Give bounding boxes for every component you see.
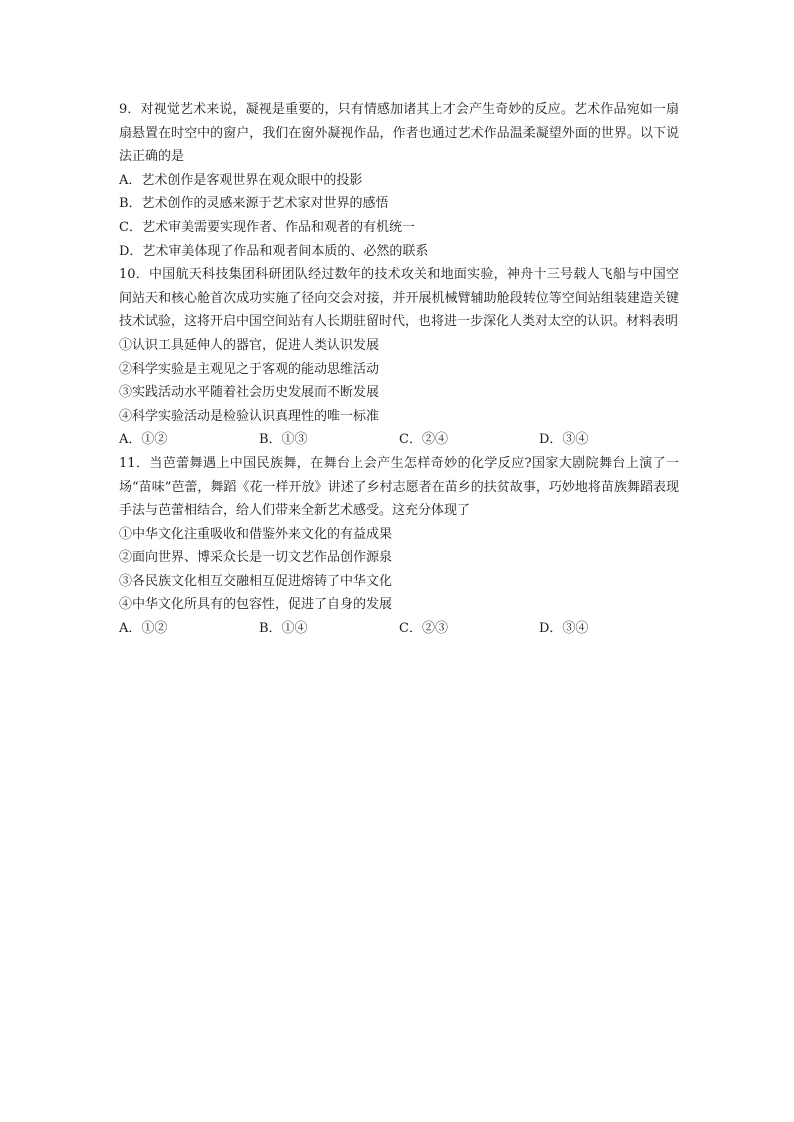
question-9 [119, 98, 679, 263]
answer-options [119, 428, 679, 452]
statement-1: ①中华文化注重吸收和借鉴外来文化的有益成果 [119, 526, 393, 542]
option-c: C．②④ [399, 432, 448, 448]
option-b: B．艺术创作的灵感来源于艺术家对世界的感悟 [119, 196, 389, 212]
option-a: A．艺术创作是客观世界在观众眼中的投影 [119, 172, 363, 188]
statement-1: ①认识工具延伸人的器官，促进人类认识发展 [119, 337, 380, 353]
statement-2: ②科学实验是主观见之于客观的能动思维活动 [119, 361, 380, 377]
statement-3: ③各民族文化相互交融相互促进熔铸了中华文化 [119, 573, 393, 589]
option-b: B．①③ [259, 432, 308, 448]
question-stem: 9．对视觉艺术来说，凝视是重要的，只有情感加诸其上才会产生奇妙的反应。艺术作品宛如一扇扇悬置在时空中的窗户，我们在窗外凝视作品，作者也通过艺术作品温柔凝望外面的世界。以下说法正确的是 [119, 102, 679, 165]
option-c: C．②③ [399, 621, 448, 637]
question-10 [119, 263, 679, 452]
option-d: D．艺术审美体现了作品和观者间本质的、必然的联系 [119, 243, 429, 259]
answer-options [119, 617, 679, 641]
option-b: B．①④ [259, 621, 308, 637]
option-c: C．艺术审美需要实现作者、作品和观者的有机统一 [119, 219, 415, 235]
option-d: D．③④ [539, 432, 589, 448]
statement-4: ④中华文化所具有的包容性，促进了自身的发展 [119, 597, 393, 613]
statement-2: ②面向世界、博采众长是一切文艺作品创作源泉 [119, 550, 393, 566]
option-d: D．③④ [539, 621, 589, 637]
exam-page [119, 98, 679, 641]
statement-3: ③实践活动水平随着社会历史发展而不断发展 [119, 385, 380, 401]
question-stem: 11．当芭蕾舞遇上中国民族舞，在舞台上会产生怎样奇妙的化学反应?国家大剧院舞台上演了一场“苗味”芭蕾，舞蹈《花一样开放》讲述了乡村志愿者在苗乡的扶贫故事，巧妙地将苗族舞蹈表现手法与芭蕾相结合，给人们带来全新艺术感受。这充分体现了 [119, 455, 679, 519]
statement-4: ④科学实验活动是检验认识真理性的唯一标准 [119, 408, 380, 424]
question-11 [119, 452, 679, 641]
option-a: A．①② [119, 432, 168, 448]
option-a: A．①② [119, 621, 168, 637]
question-stem: 10．中国航天科技集团科研团队经过数年的技术攻关和地面实验，神舟十三号载人飞船与中国空间站天和核心舱首次成功实施了径向交会对接，并开展机械臂辅助舱段转位等空间站组装建造关键技术试验，这将开启中国空间站有人长期驻留时代，也将进一步深化人类对太空的认识。材料表明 [119, 267, 679, 330]
